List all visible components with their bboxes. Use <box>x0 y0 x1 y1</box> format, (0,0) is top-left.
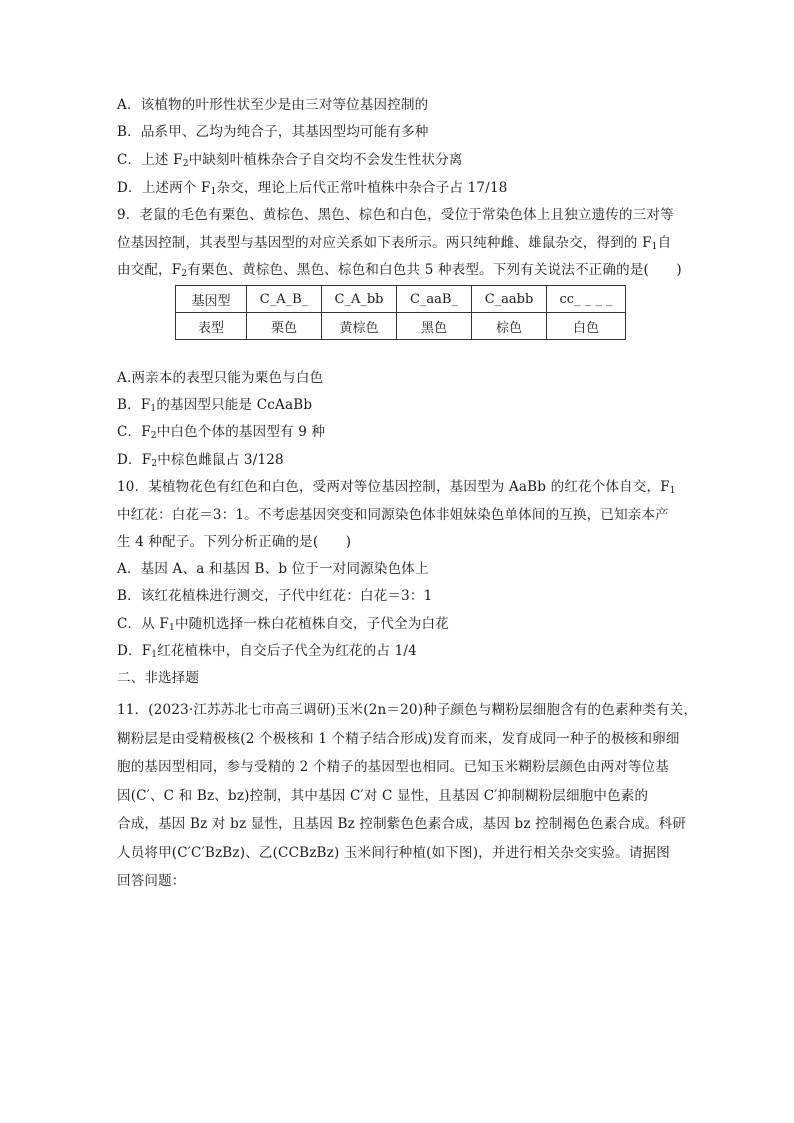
line-text: A．基因 A、a 和基因 B、b 位于一对同源染色体上 <box>117 561 429 577</box>
line-text: 糊粉层是由受精极核(2 个极核和 1 个精子结合形成)发育而来，发育成同一种子的极核和卵细 <box>117 731 680 747</box>
text-line <box>117 729 680 749</box>
subscript: 1 <box>210 187 217 197</box>
line-text: D．上述两个 F <box>117 180 211 196</box>
line-text: A．该植物的叶形性状至少是由三对等位基因控制的 <box>117 97 429 113</box>
line-text: 红花植株中，自交后子代全为红花的占 1/4 <box>157 643 417 659</box>
line-text: 合成，基因 Bz 对 bz 显性，且基因 Bz 控制紫色色素合成，基因 bz 控制褐色色素合成。科研 <box>117 816 686 832</box>
table-cell: 白色 <box>547 313 626 340</box>
line-text: 位基因控制，其表型与基因型的对应关系如下表所示。两只纯种雌、雄鼠杂交，得到的 F <box>117 235 652 251</box>
line-text: 中红花：白花＝3：1。不考虑基因突变和同源染色体非姐妹染色单体间的互换，已知亲本产 <box>117 507 669 523</box>
table-cell: 棕色 <box>472 313 547 340</box>
line-text: C．从 F <box>117 616 169 632</box>
line-text: 中白色个体的基因型有 9 种 <box>156 424 326 440</box>
line-text: 11．(2023·江苏苏北七市高三调研)玉米(2n＝20)种子颜色与糊粉层细胞含有的色素种类有关， <box>117 702 698 718</box>
line-text: 生 4 种配子。下列分析正确的是( ) <box>117 534 352 550</box>
text-line <box>117 559 429 579</box>
subscript: 2 <box>182 159 189 169</box>
text-line <box>117 95 428 115</box>
text-line <box>117 757 669 777</box>
line-text: 回答问题： <box>117 873 186 889</box>
table-cell: 黑色 <box>397 313 472 340</box>
line-text: B．该红花植株进行测交，子代中红花：白花＝3：1 <box>117 588 433 604</box>
line-text: 因(C′、C 和 Bz、bz)控制，其中基因 C′对 C 显性，且基因 C′抑制糊粉层细胞中色素的 <box>117 788 649 804</box>
text-line <box>117 150 463 170</box>
text-line <box>117 395 312 415</box>
table-cell: C_aaB_ <box>397 286 472 313</box>
text-line <box>117 614 449 634</box>
line-text: 中随机选择一株白花植株自交，子代全为白花 <box>174 616 449 632</box>
line-text: 中棕色雌鼠占 3/128 <box>157 452 284 468</box>
genotype-phenotype-table <box>175 285 626 340</box>
line-text: 由交配，F <box>117 262 182 278</box>
table-cell: C_aabb <box>472 286 547 313</box>
subscript: 1 <box>669 486 676 496</box>
subscript: 2 <box>181 269 188 279</box>
text-line <box>117 122 429 142</box>
line-text: 二、非选择题 <box>117 670 200 686</box>
text-line <box>117 814 686 834</box>
text-line <box>117 700 697 720</box>
table-cell: C_A_B_ <box>247 286 322 313</box>
text-line <box>117 450 284 470</box>
text-line <box>117 532 351 552</box>
text-line <box>117 233 671 253</box>
line-text: 中缺刻叶植株杂合子自交均不会发生性状分离 <box>188 152 463 168</box>
table-cell: cc_ _ _ _ <box>547 286 626 313</box>
text-line <box>117 368 323 388</box>
subscript: 2 <box>151 459 158 469</box>
line-text: C．F <box>117 424 151 440</box>
line-text: 人员将甲(C′C′BzBz)、乙(CCBzBz) 玉米间行种植(如下图)，并进行相关杂交实验。请据图 <box>117 845 670 861</box>
subscript: 1 <box>150 404 157 414</box>
line-text: 胞的基因型相同，参与受精的 2 个精子的基因型也相同。已知玉米糊粉层颜色由两对等位基 <box>117 759 670 775</box>
line-text: D．F <box>117 643 152 659</box>
line-text: A.两亲本的表型只能为栗色与白色 <box>117 370 324 386</box>
line-text: 的基因型只能是 CcAaBb <box>156 397 313 413</box>
subscript: 1 <box>151 650 158 660</box>
line-text: 9．老鼠的毛色有栗色、黄棕色、黑色、棕色和白色，受位于常染色体上且独立遗传的三对等 <box>117 207 674 223</box>
text-line <box>117 641 417 661</box>
line-text: B．F <box>117 397 151 413</box>
text-line <box>117 477 676 497</box>
text-line <box>117 786 648 806</box>
line-text: 有栗色、黄棕色、黑色、棕色和白色共 5 种表型。下列有关说法不正确的是( ) <box>187 262 682 278</box>
table-cell: 基因型 <box>176 286 247 313</box>
text-line <box>117 260 682 280</box>
subscript: 1 <box>169 623 175 633</box>
text-line <box>117 205 674 225</box>
text-line <box>117 178 508 198</box>
line-text: 杂交，理论上后代正常叶植株中杂合子占 17/18 <box>216 180 508 196</box>
line-text: D．F <box>117 452 152 468</box>
subscript: 2 <box>150 431 157 441</box>
text-line <box>117 668 199 688</box>
line-text: C．上述 F <box>117 152 183 168</box>
text-line <box>117 843 670 863</box>
table-cell: 表型 <box>176 313 247 340</box>
text-line <box>117 871 186 891</box>
line-text: B．品系甲、乙均为纯合子，其基因型均可能有多种 <box>117 124 429 140</box>
table-row <box>176 286 626 313</box>
line-text: 10．某植物花色有红色和白色，受两对等位基因控制，基因型为 AaBb 的红花个体自交，F <box>117 479 670 495</box>
text-line <box>117 505 669 525</box>
table-row <box>176 313 626 340</box>
text-line <box>117 422 325 442</box>
line-text: 自 <box>657 235 672 251</box>
table-cell: 黄棕色 <box>322 313 397 340</box>
table-cell: C_A_bb <box>322 286 397 313</box>
table-cell: 栗色 <box>247 313 322 340</box>
subscript: 1 <box>651 242 658 252</box>
text-line <box>117 586 432 606</box>
